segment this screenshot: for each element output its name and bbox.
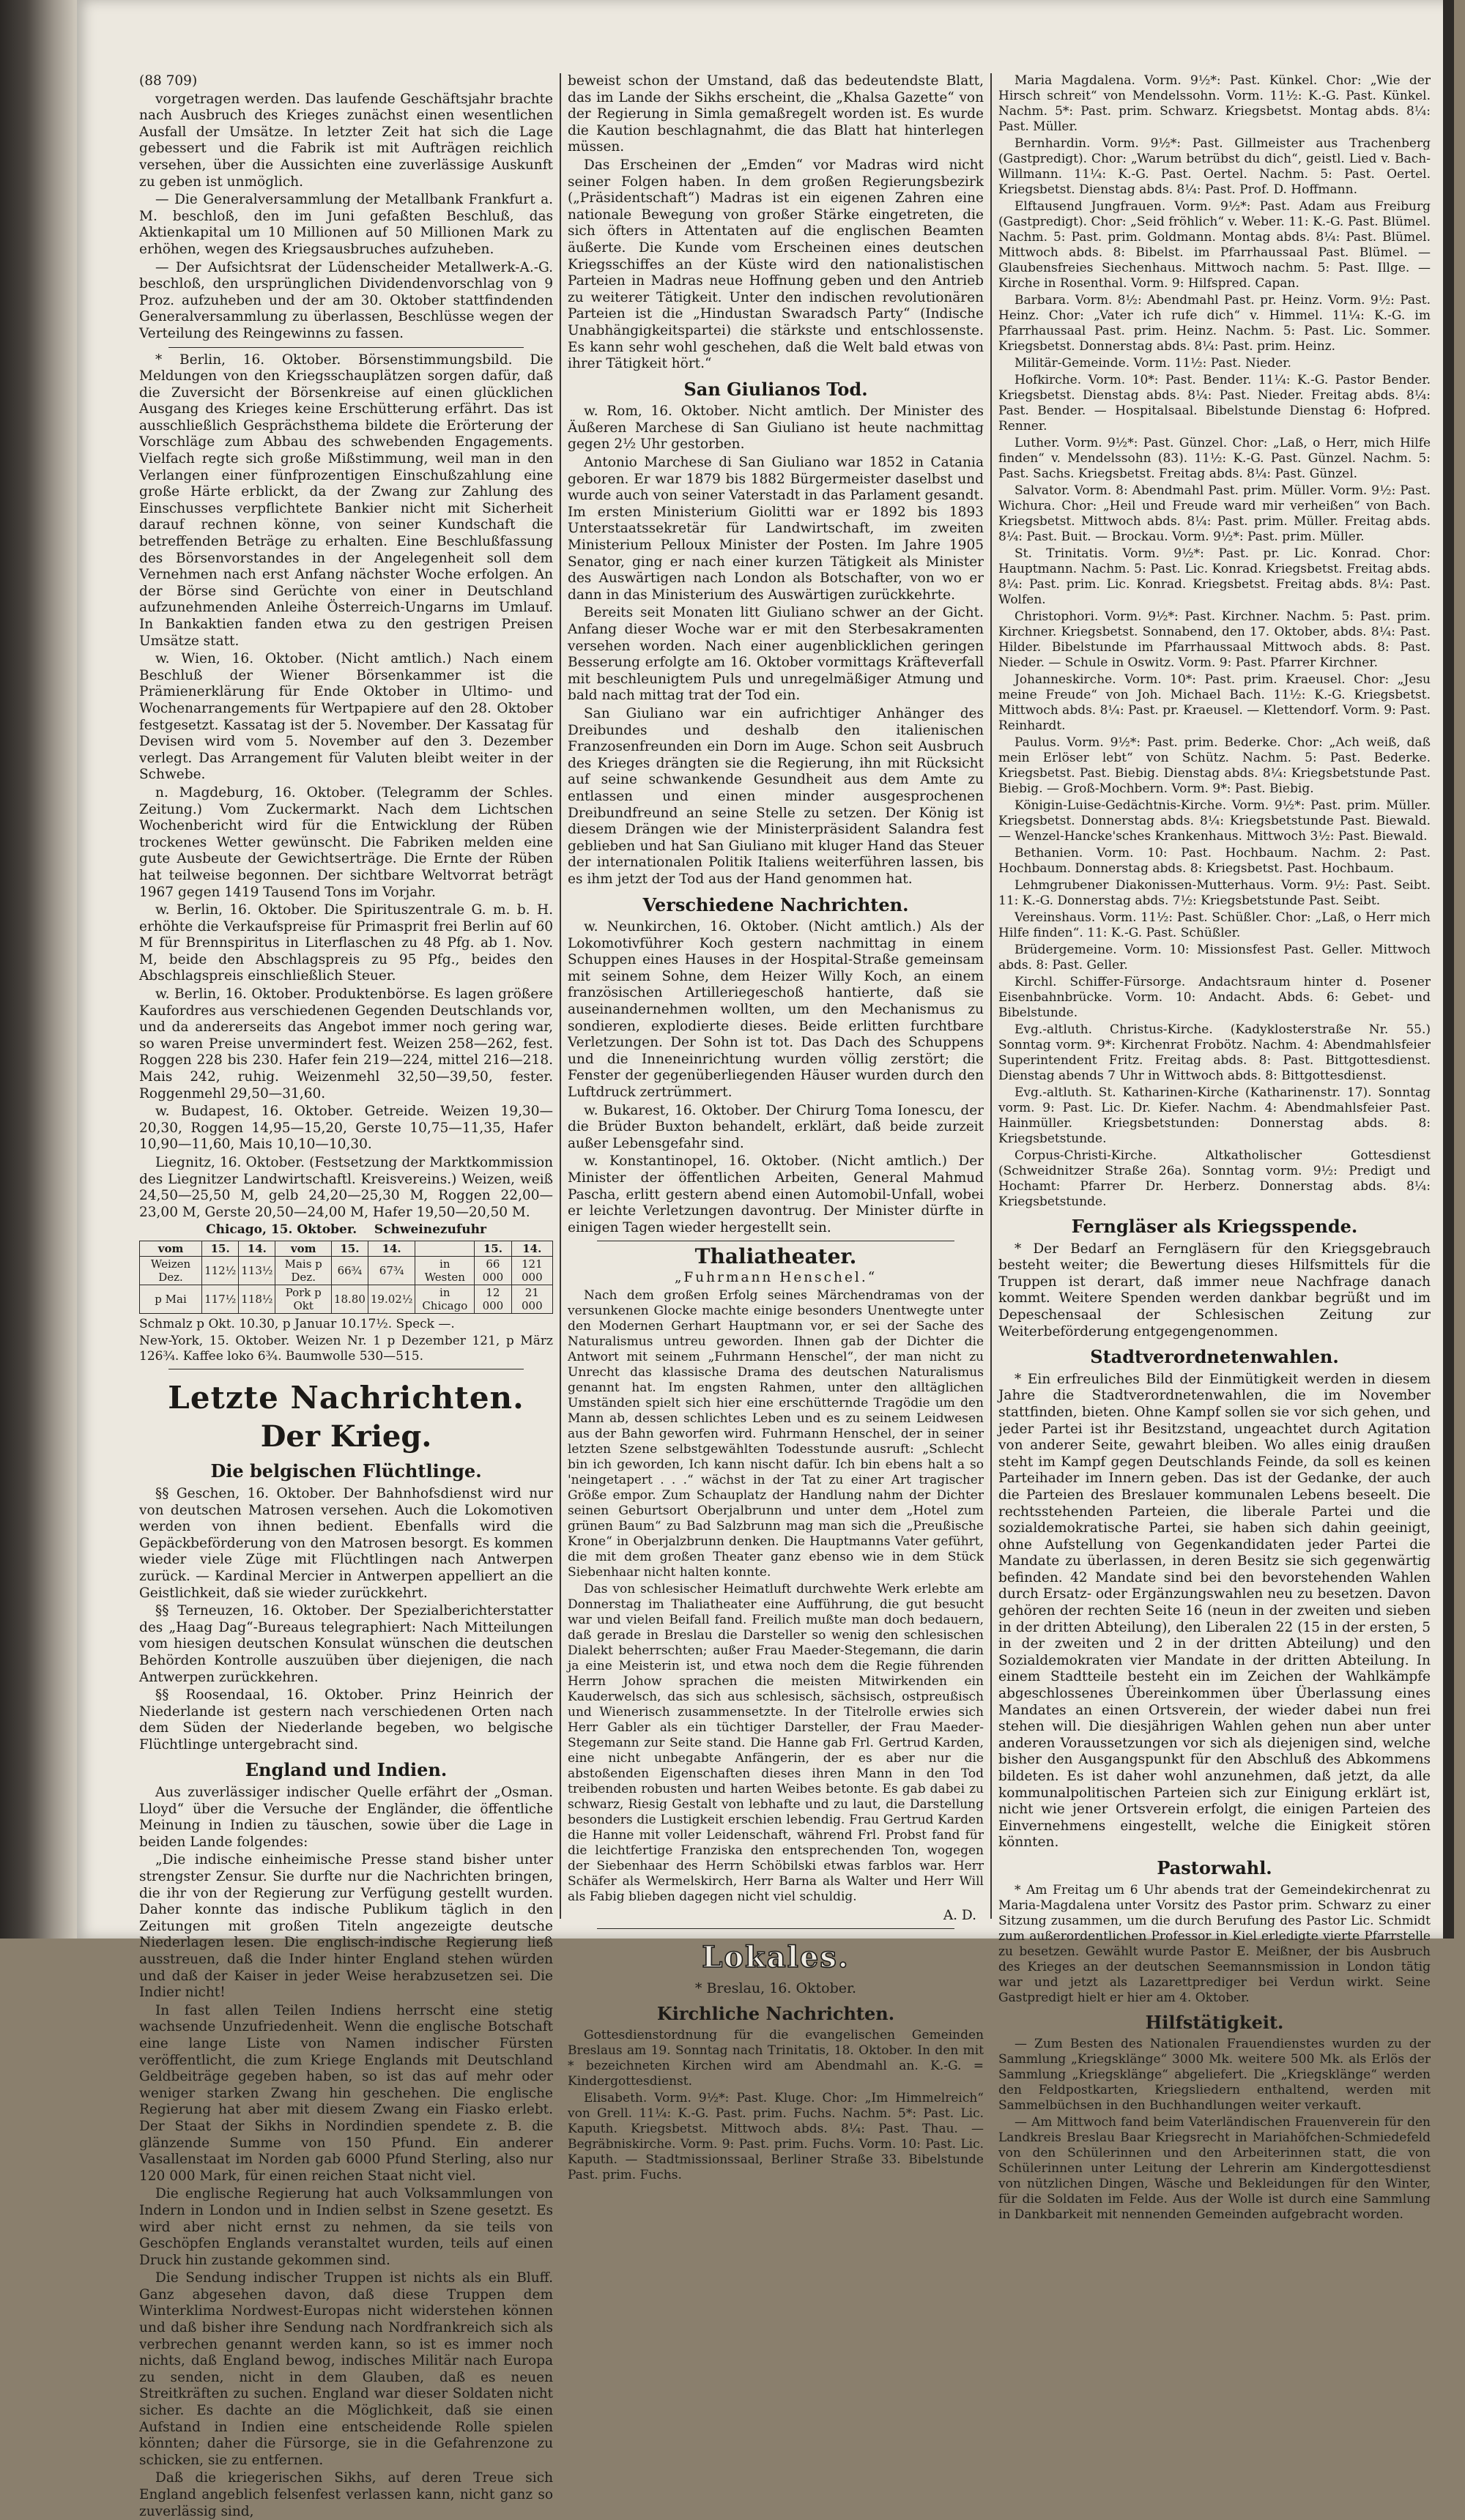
- refugees-heading: Die belgischen Flüchtlinge.: [210, 1460, 482, 1482]
- article-paragraph: Daß die kriegerischen Sikhs, auf deren Treue sich England angeblich felsenfest verlassen kann, nicht ganz so zuverlässig sind,: [139, 2470, 553, 2519]
- church-paragraph: Maria Magdalena. Vorm. 9½*: Past. Künkel. Chor: „Wie der Hirsch schreit“ von Mendelssohn. Vorm. 11½: K.-G. Past. Künkel. Nachm. 5*: Past. prim. Schwarz. Kriegsbetst. Montag abds. 8¼: Past. Müller.: [998, 73, 1431, 134]
- table-cell: Weizen Dez.: [140, 1257, 202, 1285]
- church-paragraph: Bernhardin. Vorm. 9½*: Past. Gillmeister aus Trachenberg (Gastpredigt). Chor: „Warum betrübst du dich“, geistl. Lied v. Bach-Willmann. 11¼: K.-G. Past. Oertel. Nachm. 5: Past. Oertel. Kriegsbetst. Dienstag abds. 8¼: Past. Prof. D. Hoffmann.: [998, 136, 1431, 197]
- table-cell: 117½: [202, 1285, 239, 1314]
- table-cell: 113½: [239, 1257, 275, 1285]
- table-header: 14.: [239, 1241, 275, 1257]
- church-paragraph: Lehmgrubener Diakonissen-Mutterhaus. Vorm. 9½: Past. Seibt. 11: K.-G. Donnerstag abds. 7½: Kriegsbetstunde Past. Seibt.: [998, 878, 1431, 908]
- church-news-heading: Kirchliche Nachrichten.: [656, 2002, 895, 2024]
- church-paragraph: St. Trinitatis. Vorm. 9½*: Past. pr. Lic. Konrad. Chor: Hauptmann. Nachm. 5: Past. Lic. Konrad. Kriegsbetst. Freitag abds. 8¼: Past. prim. Lic. Konrad. Kriegsbetst. Freitag abds. 8¼: Past. Wolfen.: [998, 546, 1431, 607]
- column-rule: [560, 73, 561, 1919]
- church-paragraph: Gottesdienstordnung für die evangelischen Gemeinden Breslaus am 19. Sonntag nach Trinitatis, 18. Oktober. In den mit * bezeichneten Kirchen wird am Abendmahl an. K.-G. = Kindergottesdienst.: [568, 2028, 984, 2089]
- column-right: [998, 73, 1431, 2223]
- church-paragraph: Brüdergemeine. Vorm. 10: Missionsfest Past. Geller. Mittwoch abds. 8: Past. Geller.: [998, 943, 1431, 973]
- table-header: 14.: [368, 1241, 415, 1257]
- church-paragraph: Evg.-altluth. St. Katharinen-Kirche (Katharinenstr. 17). Sonntag vorm. 9: Past. Lic. Dr. Kiefer. Nachm. 4: Abendmahlsfeier Past. Hainmüller. Kriegsbetstunden: Donnerstag abds. 8: Kriegsbetstunde.: [998, 1085, 1431, 1146]
- article-paragraph: — Am Mittwoch fand beim Vaterländischen Frauenverein für den Landkreis Breslau Baar Kriegsrecht in Mariahöfchen-Schmiedefeld von den Schülerinnen und den Arbeiterinnen statt, die von Schülerinnen unter Leitung der Lehrerin am Kindergottesdienst von nützlichen Dingen, Wäsche und Bekleidungen für den Winter, für die Soldaten im Felde. Aus der Wolle ist durch eine Sammlung in Dankbarkeit mit nennenden Gemeinden aufgebracht worden.: [998, 2115, 1431, 2223]
- review-signature: A. D.: [943, 1907, 976, 1923]
- article-paragraph: w. Neunkirchen, 16. Oktober. (Nicht amtlich.) Als der Lokomotivführer Koch gestern nachmittag in einem Schuppen eines Hauses in der Hospital-Straße gemeinsam mit seinem Sohne, dem Heizer Willy Koch, an einem französischen Artilleriegeschoß hantierte, daß sie auseinandernehmen wollten, um den Mechanismus zu sondieren, explodierte dieses. Beide erlitten furchtbare Verletzungen. Der Sohn ist tot. Das Dach des Schuppens und die Inneneinrichtung wurden völlig zerstört; die Fenster der gegenüberliegenden Häuser wurden durch den Luftdruck zertrümmert.: [568, 919, 984, 1101]
- table-cell: 66 000: [475, 1257, 511, 1285]
- table-header: [415, 1241, 475, 1257]
- column-rule: [990, 73, 992, 1919]
- church-paragraph: Vereinshaus. Vorm. 11½: Past. Schüßler. Chor: „Laß, o Herr mich Hilfe finden“. 11: K.-G. Past. Schüßler.: [998, 910, 1431, 940]
- article-paragraph: w. Bukarest, 16. Oktober. Der Chirurg Toma Ionescu, der die Brüder Buxton behandelt, erklärt, daß beide zurzeit außer Lebensgefahr sind.: [568, 1102, 984, 1151]
- table-header: vom: [275, 1241, 331, 1257]
- table-cell: 21 000: [511, 1285, 552, 1314]
- church-paragraph: Königin-Luise-Gedächtnis-Kirche. Vorm. 9½*: Past. prim. Müller. Kriegsbetst. Donnerstag abds. 8¼: Kriegsbetstunde Past. Biewald. — Wenzel-Hancke'sches Krankenhaus. Mittwoch 3½: Past. Biewald.: [998, 798, 1431, 844]
- table-cell: in Westen: [415, 1257, 475, 1285]
- article-paragraph: * Am Freitag um 6 Uhr abends trat der Gemeindekirchenrat zu Maria-Magdalena unter Vorsitz des Pastor prim. Schwarz zu einer Sitzung zusammen, um die durch Berufung des Pastor Lic. Schmidt zum außerordentlichen Professor in Kiel erledigte vierte Pfarrstelle zu besetzen. Gewählt wurde Pastor E. Meißner, der bis Ausbruch des Krieges an der deutschen Seemannsmission in London tätig war und jetzt als Lazarettprediger bei Verdun wirkt. Seine Gastpredigt hielt er hier am 4. Oktober.: [998, 1882, 1431, 2005]
- table-header: 15.: [202, 1241, 239, 1257]
- article-paragraph: In fast allen Teilen Indiens herrscht eine stetig wachsende Unzufriedenheit. Wenn die englische Botschaft eine lange Liste von Namen indischer Fürsten veröffentlicht, die zum Kriege Englands mit Deutschland Geldbeiträge gegeben haben, so ist das auf mehr oder weniger starken Zwang hin geschehen. Die englische Regierung hat aber mit diesem Zwang ein Fiasko erlebt. Der Staat der Sikhs in Nordindien spendete z. B. die glänzende Summe von 150 Pfund. Ein anderer Vasallenstaat im Norden gab 6000 Pfund Sterling, also nur 120 000 Mark, für einen reichen Staat nicht viel.: [139, 2002, 553, 2184]
- church-paragraph: Christophori. Vorm. 9½*: Past. Kirchner. Nachm. 5: Past. prim. Kirchner. Kriegsbetst. Sonnabend, den 17. Oktober, abds. 8¼: Past. Hilder. Bibelstunde im Pfarrhaussaal Mittwoch abds. 8: Past. Nieder. — Schule in Oswitz. Vorm. 9: Past. Pfarrer Kirchner.: [998, 609, 1431, 670]
- table-cell: 19.02½: [368, 1285, 415, 1314]
- article-paragraph: Die Sendung indischer Truppen ist nichts als ein Bluff. Ganz abgesehen davon, daß diese Truppen dem Winterklima Nordwest-Europas nicht widerstehen können und daß bisher ihre Sendung nach Nordfrankreich sich als verbrechen genannt werden kann, so ist es immer noch nichts, daß England bewog, indisches Militär nach Europa zu senden, nicht in dem Glauben, daß es neuen Streitkräften zu suchen. England war dieser Soldaten nicht sicher. Es dachte an die Möglichkeit, daß sie einen Aufstand in Indien eine entscheidende Rolle spielen könnten; daher die Fürsorge, sie in die Gefahrenzone zu schicken, sie zu entfernen.: [139, 2270, 553, 2468]
- table-header: vom: [140, 1241, 202, 1257]
- church-paragraph: Salvator. Vorm. 8: Abendmahl Past. prim. Müller. Vorm. 9½: Past. Wichura. Chor: „Heil und Freude ward mir verheißen“ von Bach. Kriegsbetst. Mittwoch abds. 8¼: Past. prim. Müller. Freitag abds. 8¼: Past. Buit. — Brockau. Vorm. 9½*: Past. prim. Müller.: [998, 483, 1431, 544]
- church-paragraph: Corpus-Christi-Kirche. Altkatholischer Gottesdienst (Schweidnitzer Straße 26a). Sonntag vorm. 9½: Predigt und Hochamt: Pfarrer Dr. Herberz. Donnerstag abds. 8¼: Kriegsbetstunde.: [998, 1148, 1431, 1209]
- article-paragraph: §§ Geschen, 16. Oktober. Der Bahnhofsdienst wird nur von deutschen Matrosen versehen. Auch die Lokomotiven werden von ihnen bedient. Ebenfalls wird die Gepäckbeförderung von den Matrosen besorgt. Es kommen wieder viele Züge mit Flüchtlingen nach Antwerpen zurück. — Kardinal Mercier in Antwerpen appelliert an die Geistlichkeit, daß sie wieder zurückkehrt.: [139, 1485, 553, 1601]
- council-elections-heading: Stadtverordnetenwahlen.: [1090, 1346, 1339, 1368]
- pastor-election-heading: Pastorwahl.: [1157, 1856, 1272, 1878]
- church-paragraph: Elisabeth. Vorm. 9½*: Past. Kluge. Chor: „Im Himmelreich“ von Grell. 11¼: K.-G. Past. prim. Fuchs. Nachm. 5*: Past. Lic. Kaputh. Kriegsbetst. Mittwoch abds. 8¼: Past. Thau. — Begräbniskirche. Vorm. 9: Past. prim. Fuchs. Vorm. 10: Past. Lic. Kaputh. — Stadtmissionssaal, Berliner Straße 33. Bibelstunde Past. prim. Fuchs.: [568, 2091, 984, 2183]
- article-paragraph: w. Konstantinopel, 16. Oktober. (Nicht amtlich.) Der Minister der öffentlichen Arbeiten, General Mahmud Pascha, erlitt gestern abend einen Automobil-Unfall, wobei er leichte Verletzungen davontrug. Der Minister dürfte in einigen Tagen wieder hergestellt sein.: [568, 1153, 984, 1235]
- dateline: * Breslau, 16. Oktober.: [694, 1980, 857, 1997]
- table-cell: 12 000: [475, 1285, 511, 1314]
- table-header-row: [140, 1241, 553, 1257]
- local-news-heading: Lokales.: [702, 1940, 850, 1975]
- article-paragraph: n. Magdeburg, 16. Oktober. (Telegramm der Schles. Zeitung.) Vom Zuckermarkt. Nach dem Lichtschen Wochenbericht wird für die Entwicklung der Rüben trockenes Wetter gewünscht. Die Fabriken melden eine gute Ausbeute der Gewichtserträge. Die Ernte der Rüben hat teilweise begonnen. Der sichtbare Weltvorrat beträgt 1967 gegen 1419 Tausend Tons im Vorjahr.: [139, 784, 553, 900]
- late-news-heading: Letzte Nachrichten.: [168, 1380, 524, 1416]
- article-paragraph: * Der Bedarf an Ferngläsern für den Kriegsgebrauch besteht weiter; die Bewertung dieses Hilfsmittels für die Truppen ist derart, daß immer neue Nachfrage danach kommt. Weitere Spenden werden dankbar begrüßt und im Depeschensaal der Schlesischen Zeitung zur Weiterbeförderung entgegengenommen.: [998, 1241, 1431, 1339]
- table-cell: in Chicago: [415, 1285, 475, 1314]
- article-paragraph: — Zum Besten des Nationalen Frauendienstes wurden zu der Sammlung „Kriegsklänge“ 3000 Mk. weitere 500 Mk. als Erlös der Sammlung „Kriegsklänge“ abgeliefert. Die „Kriegsklänge“ werden den Feldpostkarten, Kriegsliedern enthaltend, werden mit Sammelbüchsen in den Buchhandlungen weiter verkauft.: [998, 2037, 1431, 2114]
- book-binding: [0, 0, 77, 1939]
- review-paragraph: Nach dem großen Erfolg seines Märchendramas von der versunkenen Glocke machte einige besonders Unentwegte unter den Modernen Gerhart Hauptmann vor, er sei der Sache des Naturalismus untreu geworden. Ihnen gab der Dichter die Antwort mit seinem „Fuhrmann Henschel“, der man nicht zu Unrecht das klassische Drama des deutschen Naturalismus genannt hat. Im engsten Rahmen, unter den alltäglichen Umständen spielt sich hier eine erschütternde Tragödie um den Mann ab, dessen schlichtes Leben und es zu seinem Leidwesen aus der Bahn geworfen wird. Fuhrmann Henschel, der in seiner letzten Szene selbstgewählten Todesstunde ausruft: „Schlecht bin ich geworden, Ich kann nischt dafür. Ich bin ebens halt a so 'neingetapert . . .“ wächst in der Tat zu einer Art tragischer Größe empor. Zum Schauplatz der Handlung nahm der Dichter seinen Geburtsort Oberjalbrunn und unter dem „Hotel zum grünen Baum“ zu Bad Salzbrunn mag man sich die „Preußische Krone“ in Oberjalzbrunn denken. Die Hauptmanns Vater geführt, die mit dem großen Theater ganz ebenso wie in dem Stück Siebenhaar nicht halten konnte.: [568, 1287, 984, 1580]
- table-cell: Mais p Dez.: [275, 1257, 331, 1285]
- article-paragraph: — Der Aufsichtsrat der Lüdenscheider Metallwerk-A.-G. beschloß, den ursprünglichen Dividendenvorschlag von 9 Proz. aufzuheben und der am 30. Oktober stattfindenden Generalversammlung zu überlassen, Beschlüsse wegen der Verteilung des Reingewinns zu fassen.: [139, 259, 553, 341]
- england-india-heading: England und Indien.: [245, 1759, 448, 1781]
- church-paragraph: Hofkirche. Vorm. 10*: Past. Bender. 11¼: K.-G. Pastor Bender. Kriegsbetst. Dienstag abds. 8¼: Past. Nieder. Freitag abds. 8¼: Past. Bender. — Hospitalsaal. Bibelstunde Dienstag 6: Hofpred. Renner.: [998, 373, 1431, 434]
- column-middle: [568, 73, 984, 2183]
- church-paragraph: Militär-Gemeinde. Vorm. 11½: Past. Nieder.: [1015, 356, 1291, 371]
- theater-subtitle: „Fuhrmann Henschel.“: [674, 1269, 878, 1285]
- article-paragraph: San Giuliano war ein aufrichtiger Anhänger des Dreibundes und deshalb den italienischen Franzosenfreunden ein Dorn im Auge. Schon seit Ausbruch des Krieges drängten sie die Regierung, ihn mit Rücksicht auf seine schwankende Gesundheit aus dem Amte zu entlassen und einen minder ausgesprochenen Dreibundfreund an seine Stelle zu setzen. Der König ist diesem Drängen wie der Ministerpräsident Salandra fest geblieben und hat San Giuliano mit kluger Hand das Steuer der internationalen Politik Italiens weiterführen lassen, bis es ihm jetzt der Tod aus der Hand genommen hat.: [568, 705, 984, 887]
- table-cell: 66¾: [331, 1257, 368, 1285]
- article-paragraph: * Berlin, 16. Oktober. Börsenstimmungsbild. Die Meldungen von den Kriegsschauplätzen sorgen dafür, daß die Zuversicht der Börsenkreise auf einen glücklichen Ausgang des Krieges keine Erschütterung erfährt. Das ist ausschließlich Gesprächsthema bildete die Erörterung der Vorschläge zum Abbau des schwebenden Engagements. Vielfach regte sich große Mißstimmung, weil man in den Verlangen einer fünfprozentigen Einschußzahlung eine große Härte erblickt, da der Zwang zur Zahlung des Einschusses verpflichtete Bankier nicht mit Sicherheit darauf rechnen könne, von seiner Kundschaft die betreffenden Beträge zu erhalten. Eine Beschlußfassung des Börsenvorstandes in der Angelegenheit soll dem Vernehmen nach erst Anfang nächster Woche erfolgen. An der Börse sind Gerüchte von einer in Deutschland aufzunehmenden Anleihe Österreich-Ungarns im Umlauf. In Bankaktien fanden etwa zu den gestrigen Preisen Umsätze statt.: [139, 352, 553, 649]
- church-paragraph: Bethanien. Vorm. 10: Past. Hochbaum. Nachm. 2: Past. Hochbaum. Donnerstag abds. 8: Kriegsbetst. Past. Hochbaum.: [998, 846, 1431, 876]
- table-header: 14.: [511, 1241, 552, 1257]
- binoculars-heading: Ferngläser als Kriegsspende.: [1071, 1216, 1358, 1237]
- article-paragraph: w. Wien, 16. Oktober. (Nicht amtlich.) Nach einem Beschluß der Wiener Börsenkammer ist die Prämienerklärung für Ende Oktober in Ultimo- und Wochenarrangements für Wertpapiere auf den 28. Oktober festgesetzt. Kassatag ist der 5. November. Der Kassatag für Devisen wird vom 5. November auf den 3. Dezember verlegt. Das Arrangement für Valuten bleibt weiter in der Schwebe.: [139, 651, 553, 783]
- table-header: 15.: [331, 1241, 368, 1257]
- article-paragraph: Bereits seit Monaten litt Giuliano schwer an der Gicht. Anfang dieser Woche war er mit den Sterbesakramenten versehen worden. Nach einer augenblicklichen geringen Besserung erfolgte am 16. Oktober vormittags Kräfteverfall mit beschleunigtem Puls und unregelmäßiger Atmung und bald nach mittag trat der Tod ein.: [568, 605, 984, 704]
- article-paragraph: w. Berlin, 16. Oktober. Produktenbörse. Es lagen größere Kaufordres aus verschiedenen Gegenden Deutschlands vor, und da andererseits das Angebot immer noch gering war, so waren Preise unvermindert fest. Weizen 258—262, fest. Roggen 228 bis 230. Hafer fein 219—224, mittel 216—218. Mais 242, ruhig. Weizenmehl 32,50—39,50, fester. Roggenmehl 29,50—31,60.: [139, 986, 553, 1101]
- theater-heading: Thaliatheater.: [694, 1244, 857, 1269]
- article-paragraph: * Ein erfreuliches Bild der Einmütigkeit werden in diesem Jahre die Stadtverordnetenwahlen, die im November stattfinden, bieten. Ohne Kampf sollen sie vor sich gehen, und jeder Partei ist ihr Besitzstand, ungeachtet durch Agitation von anderer Seite, gewahrt bleiben. Wo alles einig draußen steht im Kampf gegen Deutschlands Feinde, da soll es keinen Parteihader im Innern geben. Das ist der Gedanke, der auch die Parteien des Breslauer kommunalen Lebens beseelt. Die rechtsstehenden Parteien, die liberale Partei und die sozialdemokratische Partei, sie haben sich dahin geeinigt, ohne Aufstellung von Gegenkandidaten jeder Partei die Mandate zu überlassen, in deren Besitz sie sich gegenwärtig befinden. 42 Mandate sind bei den bevorstehenden Wahlen durch Ersatz- oder Ergänzungswahlen neu zu besetzen. Davon gehören der rechten Seite 16 (neun in der zweiten und sieben in der dritten Abteilung), den Liberalen 22 (15 in der ersten, 5 in der zweiten und 2 in der dritten Abteilung) und den Sozialdemokraten vier Mandate in der dritten Abteilung. In einem Stadtteile besteht ein im Zeichen der Wahlkämpfe abgeschlossenes Übereinkommen über Überlassung eines Mandates an einen Ortsverein, der wieder dabei nun frei stehen will. Die diesjährigen Wahlen gehen nun aber unter anderen Voraussetzungen vor sich als diejenigen sind, welche bisher den Ausgangspunkt für den Abschluß des Abkommens bildeten. Es ist daher wohl anzunehmen, daß jetzt, da alle kommunalpolitischen Parteien sich zur Einigung erklärt ist, nicht wie jener Ortsverein erfolgt, die einigen Parteien des Einvernehmens eingestellt, welche die Einigkeit stören könnten.: [998, 1371, 1431, 1851]
- church-paragraph: Elftausend Jungfrauen. Vorm. 9½*: Past. Adam aus Freiburg (Gastpredigt). Chor: „Seid fröhlich“ v. Weber. 11: K.-G. Past. Blümel. Nachm. 5: Past. prim. Goldmann. Montag abds. 8¼: Past. Blümel. Mittwoch abds. 8: Bibelst. im Pfarrhaussaal Past. Blümel. — Glaubensfreies Siechenhaus. Mittwoch nachm. 5: Past. Illge. — Kirche in Rosenthal. Vorm. 9: Hilfspred. Capan.: [998, 199, 1431, 291]
- column-left: [139, 73, 553, 2519]
- article-paragraph: Aus zuverlässiger indischer Quelle erfährt der „Osman. Lloyd“ über die Versuche der Engländer, die öffentliche Meinung in Indien zu täuschen, sowie über die Lage in beiden Lande folgendes:: [139, 1785, 553, 1850]
- table-row: [140, 1257, 553, 1285]
- article-paragraph: w. Rom, 16. Oktober. Nicht amtlich. Der Minister des Äußeren Marchese di San Giuliano ist heute nachmittag gegen 2½ Uhr gestorben.: [568, 404, 984, 453]
- article-paragraph: — Die Generalversammlung der Metallbank Frankfurt a. M. beschloß, den im Juni gefaßten Beschluß, das Aktienkapital um 10 Millionen auf 50 Millionen Mark zu erhöhen, wegen des Kriegsausbruches aufzuheben.: [139, 192, 553, 257]
- article-paragraph: w. Budapest, 16. Oktober. Getreide. Weizen 19,30—20,30, Roggen 14,95—15,20, Gerste 10,75—11,35, Hafer 10,90—11,60, Mais 10,10—10,30.: [139, 1104, 553, 1153]
- church-paragraph: Luther. Vorm. 9½*: Past. Günzel. Chor: „Laß, o Herr, mich Hilfe finden“ v. Mendelssohn (83). 11½: K.-G. Past. Günzel. Nachm. 5: Past. Sachs. Kriegsbetst. Freitag abds. 8¼: Past. Günzel.: [998, 436, 1431, 481]
- article-paragraph: Das Erscheinen der „Emden“ vor Madras wird nicht seiner Folgen haben. In dem großen Regierungsbezirk („Präsidentschaft“) Madras ist ein eigenen Zahren eine nationale Bewegung von großer Stärke eingetreten, die sich öfters in Attentaten auf die englischen Beamten äußerte. Die Kunde vom Erscheinen eines deutschen Kriegsschiffes an der Küste wird den nationalistischen Parteien in Madras neue Hoffnung geben und den Antrieb zu weiterer Tätigkeit. Unter den indischen revolutionären Parteien ist die „Hindustan Swaradsch Party“ (Indische Unabhängigkeitspartei) die stärkste und entschlossenste. Es kann sehr wohl geschehen, daß die Welt bald etwas von ihrer Tätigkeit hört.“: [568, 157, 984, 372]
- table-cell: 18.80: [331, 1285, 368, 1314]
- article-paragraph: Liegnitz, 16. Oktober. (Festsetzung der Marktkommission des Liegnitzer Landwirtschaftl. Kreisvereins.) Weizen, weiß 24,50—25,50 M, gelb 24,20—25,30 M, Roggen 22,00—23,00 M, Gerste 20,50—24,00 M, Hafer 19,50—20,50 M.: [139, 1155, 553, 1220]
- article-paragraph: beweist schon der Umstand, daß das bedeutendste Blatt, das im Lande der Sikhs erscheint, die „Khalsa Gazette“ von der Regierung in Simla gemaßregelt worden ist. Es wurde die Kaution beschlagnahmt, die das Blatt hat hinterlegen müssen.: [568, 73, 984, 155]
- article-paragraph: „Die indische einheimische Presse stand bisher unter strengster Zensur. Sie durfte nur die Nachrichten bringen, die ihr von der Regierung zur Verfügung gestellt wurden. Daher konnte das indische Publikum täglich in den Zeitungen mit großen Titeln angezeigte deutsche Niederlagen lesen. Die englisch-indische Regierung ließ ausstreuen, daß die Inder hinter England stehen würden und daß der Kaiser in jeder Weise herabzusetzen sei. Die Indier nicht!: [139, 1852, 553, 2001]
- article-paragraph: §§ Roosendaal, 16. Oktober. Prinz Heinrich der Niederlande ist gestern nach verschiedenen Orten nach dem Süden der Niederlande begeben, wo belgische Flüchtlinge untergebracht sind.: [139, 1687, 553, 1753]
- giuliano-heading: San Giulianos Tod.: [683, 378, 868, 400]
- article-paragraph: vorgetragen werden. Das laufende Geschäftsjahr brachte nach Ausbruch des Krieges zunächst einen wesentlichen Ausfall der Umsätze. In letzter Zeit hat sich die Lage gebessert und die Fabrik ist mit Aufträgen reichlich versehen, über die Aussichten eine zuverlässige Auskunft zu geben ist unmöglich.: [139, 91, 553, 190]
- church-paragraph: Johanneskirche. Vorm. 10*: Past. prim. Kraeusel. Chor: „Jesu meine Freude“ von Joh. Michael Bach. 11½: K.-G. Kriegsbetst. Mittwoch abds. 8¼: Past. pr. Kraeusel. — Klettendorf. Vorm. 9: Past. Reinhardt.: [998, 672, 1431, 733]
- misc-news-heading: Verschiedene Nachrichten.: [642, 893, 909, 915]
- table-row: [140, 1285, 553, 1314]
- article-paragraph: Die englische Regierung hat auch Volksammlungen von Indern in London und in Indien selbst in Szene gesetzt. Es wird aber nicht ernst zu nehmen, da sie teils von Geschöpfen Englands veranstaltet wurden, teils auf einen Druck hin zustande gekommen sind.: [139, 2186, 553, 2268]
- divider: [168, 347, 524, 348]
- war-heading: Der Krieg.: [260, 1419, 432, 1454]
- table-cell: Pork p Okt: [275, 1285, 331, 1314]
- table-cell: 121 000: [511, 1257, 552, 1285]
- table-cell: 67¾: [368, 1257, 415, 1285]
- market-table: [139, 1241, 553, 1314]
- market-title: Chicago, 15. Oktober. Schweinezufuhr: [206, 1222, 486, 1238]
- newyork-report: New-York, 15. Oktober. Weizen Nr. 1 p Dezember 121, p März 126¾. Kaffee loko 6¾. Baumwolle 530—515.: [139, 1334, 553, 1364]
- table-cell: 112½: [202, 1257, 239, 1285]
- market-footer: Schmalz p Okt. 10.30, p Januar 10.17½. Speck —.: [139, 1317, 455, 1332]
- table-cell: p Mai: [140, 1285, 202, 1314]
- church-paragraph: Paulus. Vorm. 9½*: Past. prim. Bederke. Chor: „Ach weiß, daß mein Erlöser lebt“ von Schütz. Nachm. 5: Past. Bederke. Kriegsbetst. Past. Biebig. Dienstag abds. 8¼: Kriegsbetstunde Past. Biebig. — Groß-Mochbern. Vorm. 9*: Past. Biebig.: [998, 735, 1431, 796]
- church-paragraph: Kirchl. Schiffer-Fürsorge. Andachtsraum hinter d. Posener Eisenbahnbrücke. Vorm. 10: Andacht. Abds. 6: Gebet- und Bibelstunde.: [998, 975, 1431, 1020]
- review-paragraph: Das von schlesischer Heimatluft durchwehte Werk erlebte am Donnerstag im Thaliatheater eine Aufführung, die gut besucht war und vielen Beifall fand. Freilich mußte man doch bedauern, daß gerade in Breslau die Darsteller so wenig den schlesischen Dialekt beherrschten; außer Frau Maeder-Stegemann, die darin ja eine Meisterin ist, und etwa noch dem die Regie führenden Herrn Johow sprachen die meisten Mitwirkenden ein Kauderwelsch, das sich aus schlesisch, sächsisch, ostpreußisch und Wienerisch zusammensetzte. In der Titelrolle erwies sich Herr Gabler als ein tüchtiger Darsteller, der Frau Maeder-Stegemann zur Seite stand. Die Hanne gab Frl. Gertrud Karden, eine nicht unbegabte Anfängerin, der es aber nur die abstoßenden Eigenschaften dieses ihren Mann in den Tod treibenden robusten und harten Weibes betonte. Es gab dabei zu schwarz, Riesig Gestalt von lebhafte und zu laut, die Darstellung besonders die Lustigkeit erschien lebendig. Frau Gertrud Karden die Hanne mit voller Leidenschaft, während Frl. Probst fand für die leichtfertige Franziska den entsprechenden Ton, wogegen der Siebenhaar des Herrn Schöbilski etwas farblos war. Herr Schäfer als Wermelskirch, Herr Barna als Walter und Herr Will als Fabig blieben dagegen nicht viel schuldig.: [568, 1581, 984, 1904]
- table-cell: 118½: [239, 1285, 275, 1314]
- article-paragraph: §§ Terneuzen, 16. Oktober. Der Spezialberichterstatter des „Haag Dag“-Bureaus telegraphiert: Nach Mitteilungen vom hiesigen deutschen Konsulat wünschen die deutschen Behörden Kontrolle auszuüben über diejenigen, die nach Antwerpen zurückkehren.: [139, 1603, 553, 1685]
- page-edge: [1443, 0, 1454, 1939]
- aid-activity-heading: Hilfstätigkeit.: [1145, 2011, 1284, 2033]
- page-reference: (88 709): [139, 73, 198, 89]
- divider: [597, 1928, 954, 1929]
- table-header: 15.: [475, 1241, 511, 1257]
- church-paragraph: Barbara. Vorm. 8½: Abendmahl Past. pr. Heinz. Vorm. 9½: Past. Heinz. Chor: „Vater ich rufe dich“ v. Himmel. 11¼: K.-G. im Pfarrhaussaal Past. prim. Heinz. Nachm. 5: Past. Lic. Sommer. Kriegsbetst. Donnerstag abds. 8¼: Past. prim. Heinz.: [998, 293, 1431, 354]
- church-paragraph: Evg.-altluth. Christus-Kirche. (Kadyklosterstraße Nr. 55.) Sonntag vorm. 9*: Kirchenrat Frobötz. Nachm. 4: Abendmahlsfeier Superintendent Fritz. Freitag abds. 8: Past. Bittgottesdienst. Dienstag abends 7 Uhr in Wittwoch abds. 8: Bittgottesdienst.: [998, 1022, 1431, 1083]
- article-paragraph: w. Berlin, 16. Oktober. Die Spirituszentrale G. m. b. H. erhöhte die Verkaufspreise für Primasprit frei Berlin auf 60 M für Brennspiritus in Literflaschen zu 48 Pfg. ab 1. Nov. M, beide den Abschlagspreis zu 95 Pfg., beides den Abschlagspreis einschließlich Steuer.: [139, 902, 553, 984]
- article-paragraph: Antonio Marchese di San Giuliano war 1852 in Catania geboren. Er war 1879 bis 1882 Bürgermeister daselbst und wurde auch von seiner Vaterstadt in das Parlament gesandt. Im ersten Ministerium Giolitti war er 1892 bis 1893 Unterstaatssekretär für Landwirtschaft, im zweiten Ministerium Pelloux Minister der Posten. Im Jahre 1905 Senator, ging er nach einer kurzen Tätigkeit als Minister des Auswärtigen nach London als Botschafter, von wo er dann in das Ministerium des Auswärtigen zurückkehrte.: [568, 455, 984, 603]
